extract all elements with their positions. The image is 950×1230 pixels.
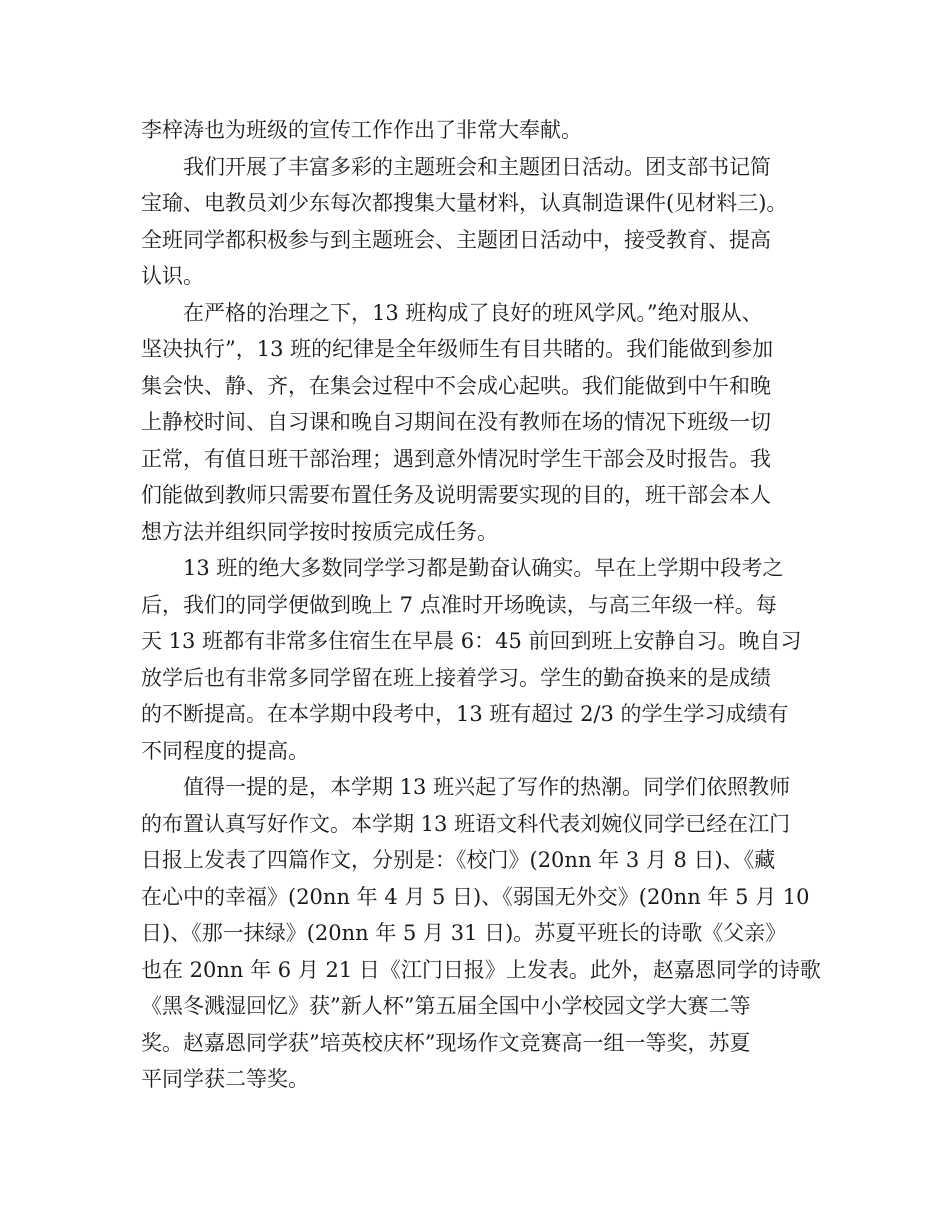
text-line: 全班同学都积极参与到主题班会、主题团日活动中，接受教育、提高 bbox=[141, 227, 771, 252]
text-line: 放学后也有非常多同学留在班上接着学习。学生的勤奋换来的是成绩 bbox=[141, 665, 771, 690]
text-line: 集会快、静、齐，在集会过程中不会成心起哄。我们能做到中午和晚 bbox=[141, 373, 771, 398]
text-line: 《黑冬溅湿回忆》获”新人杯”第五届全国中小学校园文学大赛二等 bbox=[141, 994, 751, 1018]
paragraph-writing-achievements bbox=[141, 769, 821, 1098]
text-line: 的不断提高。在本学期中段考中，13 班有超过 2/3 的学生学习成绩有 bbox=[141, 702, 789, 726]
text-line: 值得一提的是，本学期 13 班兴起了写作的热潮。同学们依照教师 bbox=[183, 775, 791, 799]
text-line: 坚决执行”，13 班的纪律是全年级师生有目共睹的。我们能做到参加 bbox=[141, 337, 774, 361]
paragraph-theme-activities bbox=[141, 149, 813, 295]
text-line: 李梓涛也为班级的宣传工作作出了非常大奉献。 bbox=[141, 118, 582, 142]
text-line: 宝瑜、电教员刘少东每次都搜集大量材料，认真制造课件(见材料三)。 bbox=[141, 191, 788, 215]
text-line: 认识。 bbox=[141, 264, 204, 288]
paragraph-class-discipline bbox=[141, 295, 813, 551]
text-line: 正常，有值日班干部治理；遇到意外情况时学生干部会及时报告。我 bbox=[141, 446, 771, 471]
document-body bbox=[141, 112, 821, 1098]
text-line: 们能做到教师只需要布置任务及说明需要实现的目的，班干部会本人 bbox=[141, 483, 771, 507]
text-line: 在心中的幸福》(20nn 年 4 月 5 日)、《弱国无外交》(20nn 年 5 月 10 bbox=[141, 884, 810, 909]
paragraph-continued bbox=[141, 112, 813, 149]
text-line: 后，我们的同学便做到晚上 7 点准时开场晚读，与高三年级一样。每 bbox=[141, 592, 777, 617]
text-line: 也在 20nn 年 6 月 21 日《江门日报》上发表。此外，赵嘉恩同学的诗歌 bbox=[141, 957, 821, 982]
text-line: 13 班的绝大多数同学学习都是勤奋认确实。早在上学期中段考之 bbox=[183, 556, 784, 580]
text-line: 奖。赵嘉恩同学获”培英校庆杯”现场作文竞赛高一组一等奖，苏夏 bbox=[141, 1030, 751, 1055]
paragraph-study-diligence bbox=[141, 550, 813, 769]
text-line: 想方法并组织同学按时按质完成任务。 bbox=[141, 519, 498, 544]
text-line: 天 13 班都有非常多住宿生在早晨 6：45 前回到班上安静自习。晚自习 bbox=[141, 629, 802, 653]
text-line: 平同学获二等奖。 bbox=[141, 1067, 309, 1091]
text-line: 日)、《那一抹绿》(20nn 年 5 月 31 日)。苏夏平班长的诗歌《父亲》 bbox=[141, 921, 787, 945]
text-line: 不同程度的提高。 bbox=[141, 738, 309, 763]
text-line: 日报上发表了四篇作文，分别是：《校门》(20nn 年 3 月 8 日)、《藏 bbox=[141, 848, 776, 872]
text-line: 我们开展了丰富多彩的主题班会和主题团日活动。团支部书记简 bbox=[183, 154, 771, 179]
text-line: 上静校时间、自习课和晚自习期间在没有教师在场的情况下班级一切 bbox=[141, 410, 771, 434]
text-line: 的布置认真写好作文。本学期 13 班语文科代表刘婉仪同学已经在江门 bbox=[141, 811, 791, 836]
text-line: 在严格的治理之下，13 班构成了良好的班风学风。”绝对服从、 bbox=[183, 300, 763, 325]
